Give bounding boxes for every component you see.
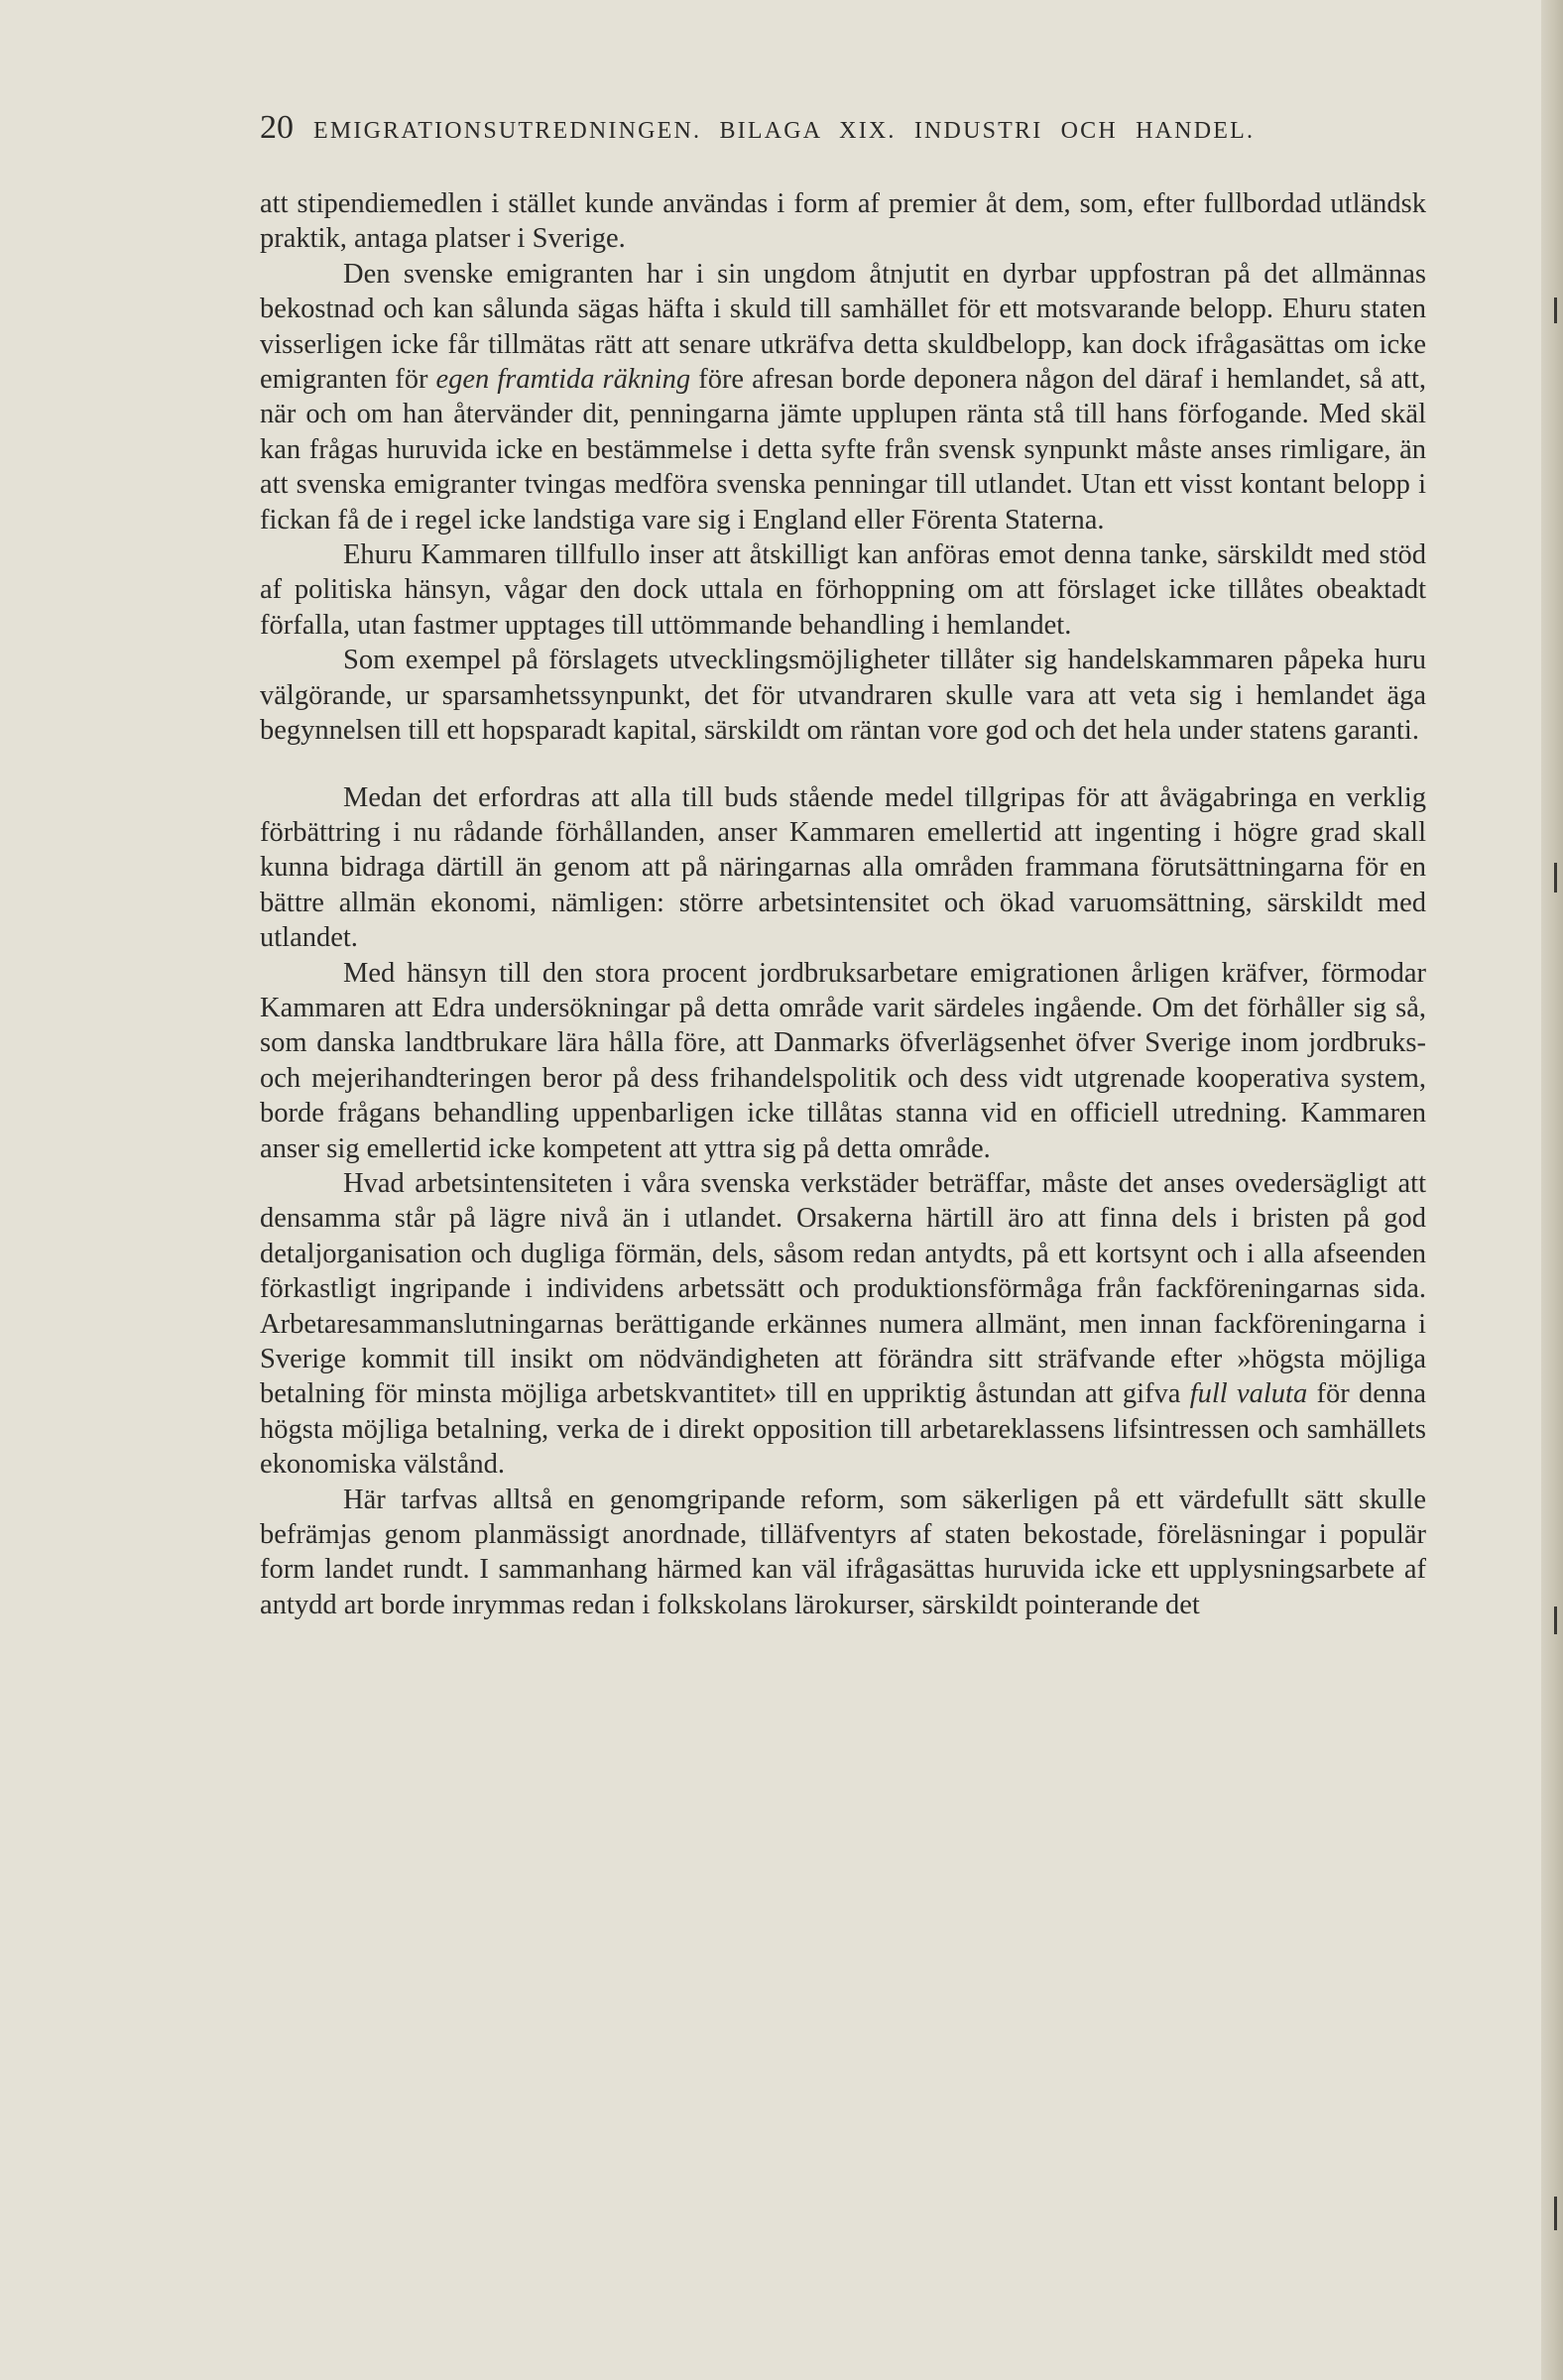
paragraph: [260, 537, 1426, 643]
paragraph-text-continued: före afresan borde deponera någon del däraf i hemlandet, så att, när och om han återvänder dit, penningarna jämte upplupen ränta stå till hans förfogande. Med skäl kan frågas huruvida icke en bestämmelse i detta syfte från svensk synpunkt måste anses rimligare, än att svenska emigranter tvingas medföra svenska penningar till utlandet. Utan ett visst kontant belopp i fickan få de i regel icke landstiga vare sig i England eller Förenta Staterna.: [260, 364, 1427, 536]
paragraph: [260, 1166, 1426, 1483]
paragraph-text: Hvad arbetsintensiteten i våra svenska verkstäder beträffar, måste det anses ovedersägligt att densamma står på lägre nivå än i utlandet. Orsakerna härtill äro att finna dels i bristen på god detaljorganisation och dugliga förmän, dels, såsom redan antydts, på ett kortsynt och i alla afseenden förkastligt ingripande i individens arbetssätt och produktionsförmåga från fackföreningarnas sida. Arbetaresammanslutningarnas berättigande erkännes numera allmänt, men innan fackföreningarna i Sverige kommit till insikt om nödvändigheten att förändra sitt sträfvande efter »högsta möjliga betalning för minsta möjliga arbetskvantitet» till en uppriktig åstundan att gifva: [260, 1167, 1426, 1410]
paragraph-text: Medan det erfordras att alla till buds stående medel tillgripas för att åvägabringa en verklig förbättring i nu rådande förhållanden, anser Kammaren emellertid att ingenting i högre grad skall kunna bidraga därtill än genom att på näringarnas alla områden frammana förutsättningarna för en bättre allmän ekonomi, nämligen: större arbetsintensitet och ökad varuomsättning, särskildt med utlandet.: [260, 781, 1426, 954]
page-number: 20: [260, 109, 294, 146]
emphasized-text: egen framtida räkning: [435, 364, 691, 396]
edge-mark: [1554, 1606, 1557, 1634]
paragraph-text: Den svenske emigranten har i sin ungdom åtnjutit en dyrbar uppfostran på det allmännas bekostnad och kan sålunda sägas häfta i skuld till samhället för ett motsvarande belopp. Ehuru staten visserligen icke får tillmätas rätt att senare utkräfva detta skuldbelopp, kan dock ifrågasättas om icke emigranten för: [260, 258, 1426, 396]
edge-mark: [1554, 298, 1557, 323]
paragraph: [260, 1483, 1426, 1623]
paragraph-text: Här tarfvas alltså en genomgripande reform, som säkerligen på ett värdefullt sätt skulle befrämjas genom planmässigt anordnade, tilläfventyrs af staten bekostade, föreläsningar i populär form landet rundt. I sammanhang härmed kan väl ifrågasättas huruvida icke ett upplysningsarbete af antydd art borde inrymmas redan i folkskolans lärokurser, särskildt pointerande det: [260, 1484, 1426, 1620]
paragraph: [260, 257, 1426, 537]
edge-mark: [1554, 2197, 1557, 2230]
paragraph: [260, 956, 1426, 1166]
edge-mark: [1554, 863, 1557, 892]
page-header: [260, 109, 1430, 159]
paragraph-text: Som exempel på förslagets utvecklingsmöjligheter tillåter sig handelskammaren påpeka huru välgörande, ur sparsamhetssynpunkt, det för utvandraren skulle vara att veta sig i hemlandet äga begynnelsen till ett hopsparadt kapital, särskildt om räntan vore god och det hela under statens garanti.: [260, 645, 1426, 747]
paragraph-text: Ehuru Kammaren tillfullo inser att åtskilligt kan anföras emot denna tanke, särskildt med stöd af politiska hänsyn, vågar den dock uttala en förhoppning om att förslaget icke tillåtes obeaktadt förfalla, utan fastmer upptages till uttömmande behandling i hemlandet.: [260, 539, 1426, 641]
emphasized-text: full valuta: [1189, 1378, 1308, 1410]
paragraph-text: Med hänsyn till den stora procent jordbruksarbetare emigrationen årligen kräfver, förmodar Kammaren att Edra undersökningar på detta område varit särdeles ingående. Om det förhåller sig så, som danska landtbrukare lära hålla före, att Danmarks öfverlägsenhet öfver Sverige inom jordbruks- och mejerihandteringen beror på dess frihandelspolitik och dess vidt utgrenade kooperativa system, borde frågans behandling uppenbarligen icke tillåtas stanna vid en officiell utredning. Kammaren anser sig emellertid icke kompetent att yttra sig på detta område.: [260, 957, 1426, 1164]
paragraph: [260, 780, 1426, 956]
paragraph-text: att stipendiemedlen i stället kunde användas i form af premier åt dem, som, efter fullbordad utländsk praktik, antaga platser i Sverige.: [260, 188, 1426, 255]
body-text: [260, 186, 1426, 1622]
paragraph: [260, 643, 1426, 748]
paragraph: [260, 186, 1426, 257]
running-title: EMIGRATIONSUTREDNINGEN. BILAGA XIX. INDUSTRI OCH HANDEL.: [313, 118, 1256, 144]
page-edge: [1541, 0, 1563, 2380]
paragraph-text-continued: för denna högsta möjliga betalning, verka de i direkt opposition till arbetareklassens lifsintressen och samhällets ekonomiska välstånd.: [260, 1378, 1427, 1481]
